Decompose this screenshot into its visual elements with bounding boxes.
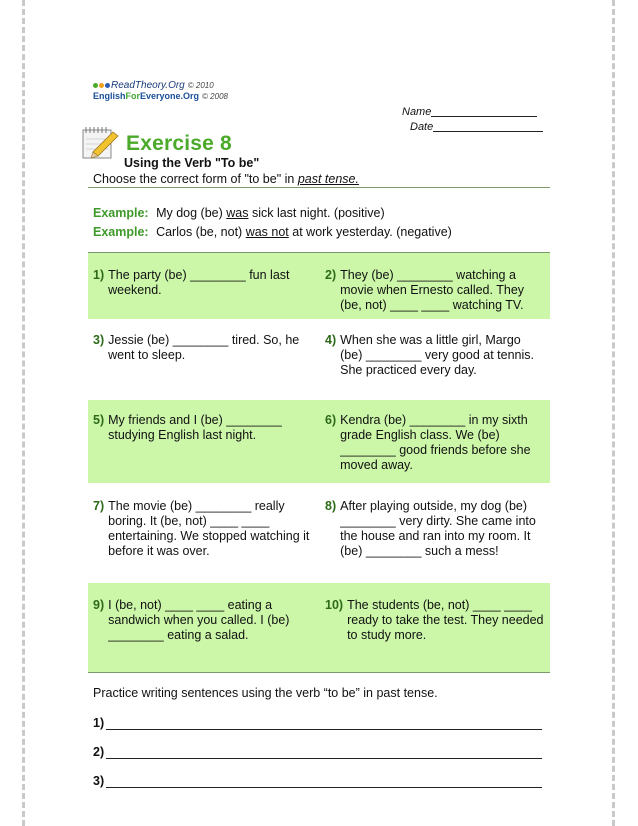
practice-line-1[interactable]: 1) <box>93 716 542 730</box>
question-3: 3) Jessie (be) ________ tired. So, he went to sleep. <box>93 333 300 362</box>
notepad-pencil-icon <box>80 124 120 160</box>
orange-dot-icon <box>99 83 104 88</box>
exercise-subtitle: Using the Verb "To be" <box>124 156 260 170</box>
question-10: 10) The students (be, not) ____ ____ ready to take the test. They needed to study more. <box>325 598 544 642</box>
example-positive: Example: My dog (be) was sick last night. (positive) <box>93 206 385 220</box>
name-label: Name <box>402 106 432 118</box>
practice-line-3[interactable]: 3) <box>93 774 542 788</box>
header-divider <box>88 187 550 188</box>
englishforeveryone-copyright: © 2008 <box>202 92 228 101</box>
question-9: 9) I (be, not) ____ ____ eating a sandwich when you called. I (be) ________ eating a salad. <box>93 598 290 642</box>
name-field[interactable] <box>431 105 537 117</box>
questions-divider <box>88 672 550 673</box>
question-7: 7) The movie (be) ________ really boring. It (be, not) ____ ____ entertaining. We stopped watching it before it was over. <box>93 499 310 558</box>
question-6: 6) Kendra (be) ________ in my sixth grade English class. We (be) ________ good friends before she moved away. <box>325 413 531 472</box>
name-date-block <box>402 105 543 135</box>
englishforeveryone-brand <box>93 91 228 102</box>
date-field[interactable] <box>433 120 543 132</box>
question-5: 5) My friends and I (be) ________ studying English last night. <box>93 413 282 442</box>
readtheory-brand <box>93 80 228 91</box>
date-label: Date <box>410 121 434 133</box>
right-binding-edge <box>612 0 615 826</box>
question-2: 2) They (be) ________ watching a movie when Ernesto called. They (be, not) ____ ____ watching TV. <box>325 268 525 312</box>
example-negative: Example: Carlos (be, not) was not at work yesterday. (negative) <box>93 225 452 239</box>
blue-dot-icon <box>105 83 110 88</box>
green-dot-icon <box>93 83 98 88</box>
question-1: 1) The party (be) ________ fun last weekend. <box>93 268 290 297</box>
englishforeveryone-logo: EnglishForEveryone.Org <box>93 91 200 101</box>
readtheory-copyright: © 2010 <box>187 81 214 90</box>
brand-block <box>93 80 228 102</box>
instructions: Choose the correct form of "to be" in past tense. <box>93 172 359 186</box>
left-binding-edge <box>22 0 25 826</box>
question-4: 4) When she was a little girl, Margo (be) ________ very good at tennis. She practiced every day. <box>325 333 535 377</box>
practice-instructions: Practice writing sentences using the verb “to be” in past tense. <box>93 686 438 700</box>
practice-line-2[interactable]: 2) <box>93 745 542 759</box>
question-8: 8) After playing outside, my dog (be) ________ very dirty. She came into the house and ran into my room. It (be) ________ such a mess! <box>325 499 536 558</box>
readtheory-logo: ReadTheory.Org <box>111 80 185 91</box>
exercise-title: Exercise 8 <box>126 132 232 155</box>
